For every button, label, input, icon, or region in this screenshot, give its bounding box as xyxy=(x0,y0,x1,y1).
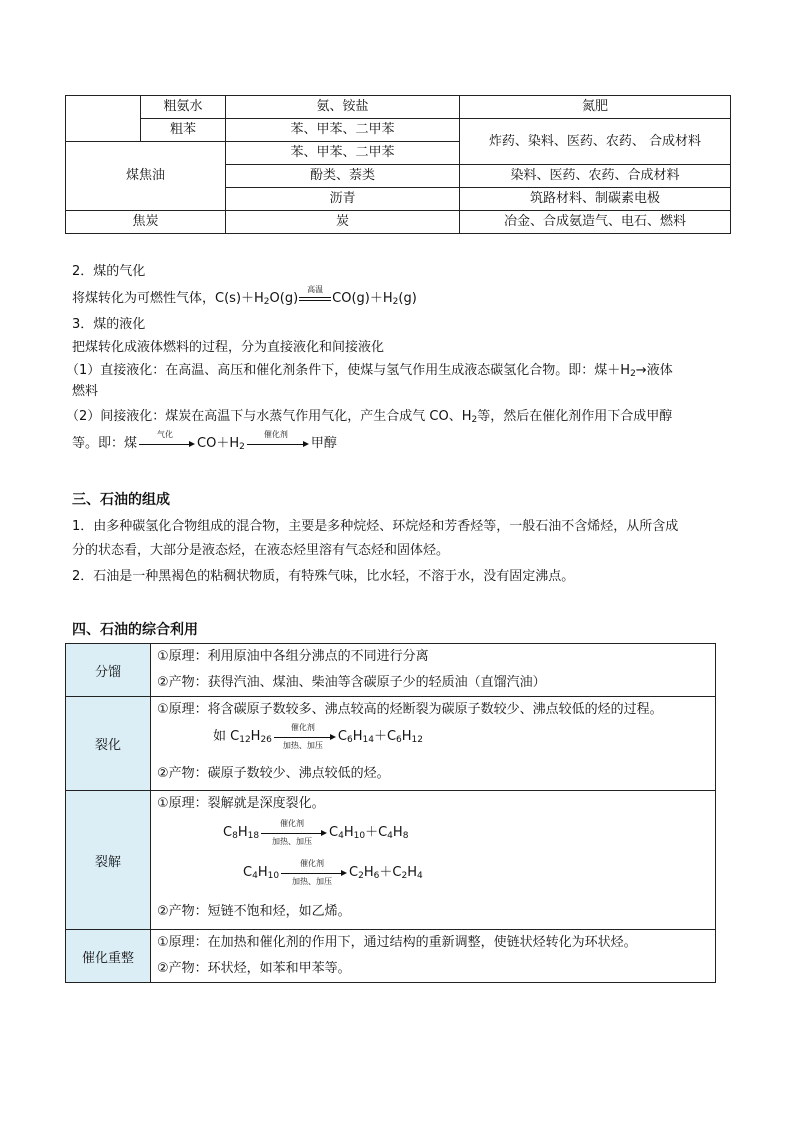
text: ②产物：碳原子数较少、沸点较低的烃。 xyxy=(157,766,390,781)
table-cell: 炸药、染料、医药、农药、 合成材料 xyxy=(460,119,731,165)
paragraph xyxy=(66,407,672,427)
subscript: 2 xyxy=(239,442,245,452)
text: ①原理：裂解就是深度裂化。 xyxy=(157,796,325,811)
subscript: 2 xyxy=(263,297,270,307)
table-cell: 焦炭 xyxy=(66,211,226,234)
table-row xyxy=(66,96,731,119)
table-cell xyxy=(151,644,716,697)
paragraph: 2．石油是一种黑褐色的粘稠状物质，有特殊气味，比水轻，不溶于水，没有固定沸点。 xyxy=(72,569,575,584)
formula: H xyxy=(237,825,248,840)
arrow-icon xyxy=(247,429,309,451)
condition: 加热、加压 xyxy=(272,836,313,846)
table-row xyxy=(66,791,716,930)
paragraph: 1．由多种碳氢化合物组成的混合物，主要是多种烷烃、环烷烃和芳香烃等，一般石油不含烯烃，从所含成 xyxy=(72,519,679,534)
table-cell xyxy=(151,791,716,930)
cracking-equation xyxy=(151,723,715,761)
subscript: 14 xyxy=(362,735,374,745)
formula: C xyxy=(349,865,359,880)
pyrolysis-equation-1 xyxy=(151,817,715,859)
subscript: 6 xyxy=(373,871,380,881)
text: 将煤转化为可燃性气体， xyxy=(72,291,216,306)
subscript: 8 xyxy=(232,831,238,841)
formula: ＋C xyxy=(373,729,397,744)
table-row xyxy=(66,697,716,791)
text: ②产物：短链不饱和烃，如乙烯。 xyxy=(157,904,351,919)
paragraph: 把煤转化成液体燃料的过程，分为直接液化和间接液化 xyxy=(72,340,385,355)
subscript: 26 xyxy=(260,735,272,745)
arrow-icon xyxy=(139,429,195,451)
paragraph: 分的状态看，大部分是液态烃，在液态烃里溶有气态烃和固体烃。 xyxy=(72,543,450,558)
text: 等，然后在催化剂作用下合成甲醇 xyxy=(477,409,673,424)
text: 液体 xyxy=(646,363,673,378)
table-cell: 煤焦油 xyxy=(66,142,226,211)
table-cell: 苯、甲苯、二甲苯 xyxy=(226,142,460,165)
table-cell: 粗氨水 xyxy=(141,96,226,119)
condition: 催化剂 xyxy=(280,818,305,828)
subscript: 10 xyxy=(353,831,366,841)
formula: CO(g)＋H xyxy=(332,291,393,306)
text: ①原理：利用原油中各组分沸点的不同进行分离 xyxy=(157,649,429,664)
formula: C xyxy=(329,825,339,840)
condition: 催化剂 xyxy=(300,858,325,868)
text: 甲醇 xyxy=(310,436,337,451)
section-heading: 3．煤的液化 xyxy=(72,317,146,332)
text: ①原理：将含碳原子数较多、沸点较高的烃断裂为碳原子数较少、沸点较低的烃的过程。 xyxy=(157,702,663,717)
condition: 加热、加压 xyxy=(292,876,333,886)
text: （1）直接液化：在高温、高压和催化剂条件下，使煤与氢气作用生成液态碳氢化合物。即：煤＋H xyxy=(66,363,631,378)
table-cell: 筑路材料、制碳素电极 xyxy=(460,188,731,211)
formula: H xyxy=(352,729,363,744)
formula: O(g) xyxy=(269,291,299,306)
text: ②产物：环状烃，如苯和甲苯等。 xyxy=(157,961,351,976)
subscript: 4 xyxy=(338,831,344,841)
formula: H xyxy=(250,729,261,744)
pyrolysis-equation-2 xyxy=(151,859,715,899)
arrow-icon xyxy=(281,858,347,886)
formula: H xyxy=(407,865,417,880)
table-row xyxy=(66,211,731,234)
text: （2）间接液化：煤炭在高温下与水蒸气作用气化，产生合成气 CO、H xyxy=(66,409,472,424)
subscript: 2 xyxy=(401,871,408,881)
condition: 高温 xyxy=(307,284,324,294)
table-cell xyxy=(151,930,716,983)
table-cell: 氮肥 xyxy=(460,96,731,119)
subscript: 8 xyxy=(402,831,409,841)
table-cell xyxy=(66,96,141,142)
paragraph xyxy=(66,361,673,381)
condition: 催化剂 xyxy=(290,722,315,732)
formula: H xyxy=(363,865,374,880)
table-cell: 沥青 xyxy=(226,188,460,211)
equals-sign xyxy=(299,284,331,304)
formula: ＋C xyxy=(379,865,402,880)
section-title: 三、石油的组成 xyxy=(72,492,170,508)
formula: CO＋H xyxy=(197,436,240,451)
condition: 加热、加压 xyxy=(282,740,323,750)
subscript: 6 xyxy=(396,735,402,745)
table-cell xyxy=(151,697,716,791)
text: ②产物：获得汽油、煤油、柴油等含碳原子少的轻质油（直馏汽油） xyxy=(157,675,546,690)
table-row xyxy=(66,644,716,697)
subscript: 4 xyxy=(252,871,258,881)
subscript: 2 xyxy=(630,369,636,379)
subscript: 12 xyxy=(411,735,423,745)
formula: C xyxy=(243,865,253,880)
table-cell: 染料、医药、农药、合成材料 xyxy=(460,165,731,188)
subscript: 4 xyxy=(387,831,393,841)
condition: 气化 xyxy=(157,429,174,439)
formula: C(s)＋H xyxy=(215,291,264,306)
row-label: 分馏 xyxy=(66,644,151,697)
subscript: 18 xyxy=(247,831,260,841)
table-cell: 炭 xyxy=(226,211,460,234)
formula: ＋C xyxy=(365,825,388,840)
table-cell: 酚类、萘类 xyxy=(226,165,460,188)
condition: 催化剂 xyxy=(263,429,288,439)
subscript: 12 xyxy=(239,735,251,745)
subscript: 10 xyxy=(267,871,280,881)
indirect-equation xyxy=(72,429,337,454)
row-label: 催化重整 xyxy=(66,930,151,983)
gasification-equation xyxy=(72,284,417,309)
table-row xyxy=(66,930,716,983)
subscript: 2 xyxy=(358,871,364,881)
coal-products-table xyxy=(65,95,731,234)
subscript: 2 xyxy=(471,415,478,425)
paragraph: 燃料 xyxy=(72,384,99,399)
formula: H xyxy=(392,825,403,840)
text: ①原理：在加热和催化剂的作用下，通过结构的重新调整，使链状烃转化为环状烃。 xyxy=(157,935,637,950)
arrow-icon: → xyxy=(635,363,647,378)
table-cell: 冶金、合成氨造气、电石、燃料 xyxy=(460,211,731,234)
formula: H xyxy=(343,825,354,840)
table-cell: 粗苯 xyxy=(141,119,226,142)
subscript: 2 xyxy=(392,297,399,307)
formula: (g) xyxy=(398,291,417,306)
formula: 如 C xyxy=(213,729,240,744)
oil-utilization-table xyxy=(65,643,716,983)
table-row xyxy=(66,119,731,142)
subscript: 4 xyxy=(416,871,423,881)
subscript: 6 xyxy=(346,735,353,745)
row-label: 裂化 xyxy=(66,697,151,791)
arrow-icon xyxy=(261,818,327,846)
table-cell: 苯、甲苯、二甲苯 xyxy=(226,119,460,142)
section-title: 四、石油的综合利用 xyxy=(72,622,198,638)
formula: C xyxy=(223,825,233,840)
formula: H xyxy=(257,865,268,880)
formula: H xyxy=(401,729,412,744)
arrow-icon xyxy=(274,722,336,750)
table-cell: 氨、铵盐 xyxy=(226,96,460,119)
section-heading: 2．煤的气化 xyxy=(72,264,146,279)
row-label: 裂解 xyxy=(66,791,151,930)
text: 等。即：煤 xyxy=(72,436,138,451)
formula: C xyxy=(337,729,347,744)
